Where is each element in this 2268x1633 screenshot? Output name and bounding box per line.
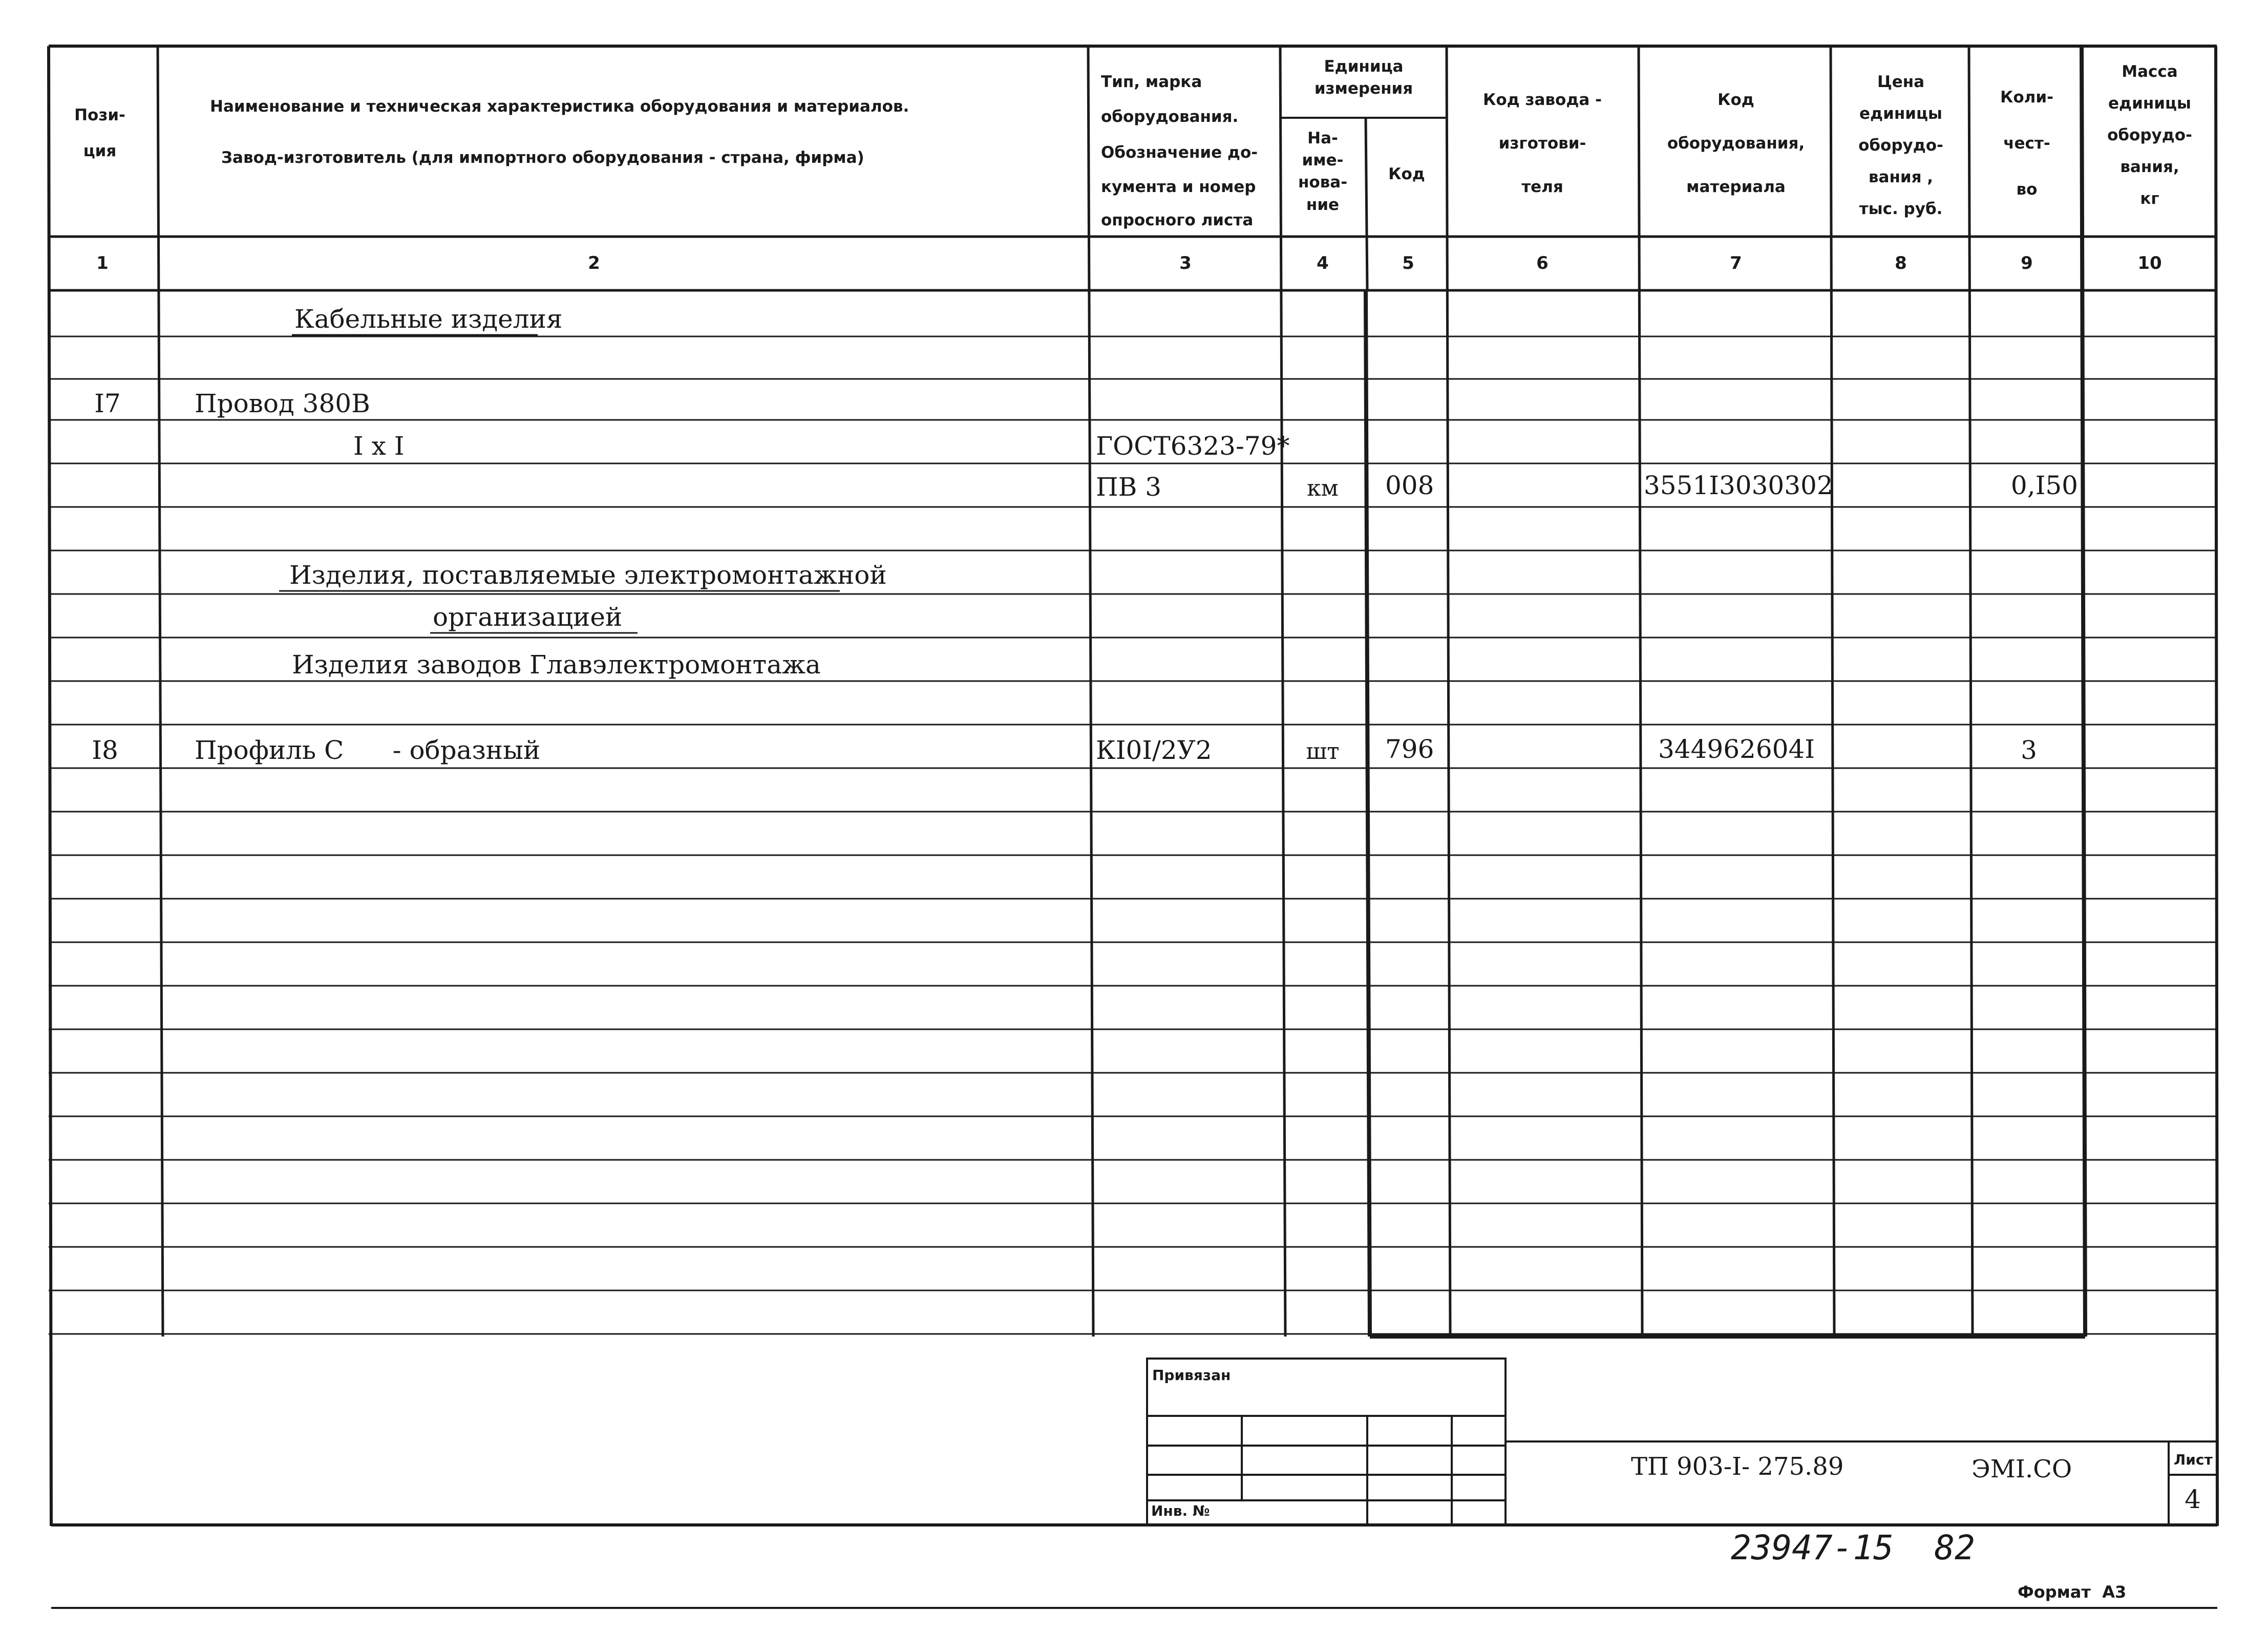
header-text: ция — [83, 142, 117, 160]
table-row — [292, 304, 562, 335]
header-text: кумента и номер — [1101, 178, 1256, 196]
title-block — [1506, 1441, 2217, 1525]
column-header-8 — [1858, 73, 1943, 218]
column-header-5 — [1388, 165, 1425, 183]
header-text: Цена — [1877, 73, 1925, 91]
header-text: во — [2016, 180, 2038, 199]
row-equipment-code: 3551I3030302 — [1644, 471, 1833, 500]
header-text: Единица — [1324, 57, 1404, 76]
row-position: I8 — [92, 735, 118, 765]
document-code: ТП 903-I- 275.89 — [1631, 1452, 1844, 1481]
column-header-4 — [1298, 129, 1347, 214]
inventory-number: 23947-15 82 — [1731, 1528, 1975, 1567]
table-row — [94, 389, 370, 418]
column-number: 4 — [1317, 253, 1329, 273]
header-text: Наименование и техническая характеристика оборудования и материалов. — [210, 97, 909, 116]
column-number: 7 — [1730, 253, 1742, 273]
header-text: единицы — [2108, 94, 2191, 113]
sheet-number: 4 — [2185, 1484, 2201, 1514]
header-text: Код завода - — [1483, 91, 1602, 109]
row-unit-code: 008 — [1385, 471, 1434, 500]
header-text: име- — [1302, 151, 1344, 169]
row-unit: км — [1307, 475, 1339, 501]
column-header-2 — [210, 97, 909, 167]
header-text: нова- — [1298, 173, 1348, 192]
header-text: вания, — [2120, 158, 2179, 176]
column-header-3 — [1101, 73, 1258, 229]
row-name: I х I — [353, 431, 405, 461]
row-quantity: 3 — [2021, 735, 2037, 765]
row-type: ПВ 3 — [1096, 472, 1162, 502]
column-number: 1 — [96, 253, 109, 273]
column-header-9 — [2000, 88, 2053, 199]
column-numbers-row — [96, 253, 2162, 273]
header-text: вания , — [1868, 168, 1934, 186]
header-text: Пози- — [74, 106, 125, 124]
header-text: Масса — [2122, 62, 2178, 81]
table-row — [1096, 471, 2078, 502]
row-type: КI0I/2У2 — [1096, 735, 1212, 765]
header-text: измерения — [1314, 79, 1413, 98]
table-row — [92, 734, 2037, 765]
header-text: Код — [1388, 165, 1425, 183]
header-text: тыс. руб. — [1859, 200, 1943, 218]
header-text: На- — [1307, 129, 1338, 147]
stamp-inventory-label: Инв. № — [1151, 1502, 1210, 1519]
approval-stamp — [1147, 1359, 1506, 1525]
table-row — [430, 602, 638, 633]
header-text: Тип, марка — [1101, 73, 1202, 91]
header-text: кг — [2140, 189, 2159, 208]
row-equipment-code: 344962604I — [1658, 734, 1815, 764]
row-unit: шт — [1306, 738, 1340, 765]
column-header-10 — [2107, 62, 2192, 208]
document-mark: ЭМI.СО — [1972, 1455, 2072, 1483]
row-type: ГОСТ6323-79* — [1096, 431, 1290, 461]
row-unit-code: 796 — [1385, 734, 1434, 764]
column-header-1 — [74, 106, 125, 160]
column-header-unit-group — [1315, 57, 1413, 98]
header-text: материала — [1686, 178, 1786, 196]
table-row — [353, 431, 1289, 461]
column-number: 2 — [588, 253, 600, 273]
row-quantity: 0,I50 — [2010, 471, 2078, 500]
header-text: теля — [1521, 178, 1563, 196]
column-number: 3 — [1179, 253, 1192, 273]
header-text: ние — [1306, 196, 1340, 214]
row-name: Профиль С - образный — [195, 735, 541, 765]
column-number: 9 — [2021, 253, 2033, 273]
header-text: оборудования, — [1667, 134, 1805, 153]
row-name: Изделия, поставляемые электромонтажной — [289, 560, 887, 590]
header-text: единицы — [1859, 104, 1942, 123]
column-header-7 — [1667, 91, 1805, 196]
row-name: Изделия заводов Главэлектромонтажа — [292, 650, 821, 680]
sheet-label: Лист — [2174, 1451, 2213, 1468]
header-text: чест- — [2003, 134, 2050, 153]
header-text: Завод-изготовитель (для импортного оборудования - страна, фирма) — [221, 149, 864, 167]
column-number: 10 — [2137, 253, 2162, 273]
header-text: оборудо- — [1858, 136, 1943, 155]
column-number: 5 — [1402, 253, 1414, 273]
column-header-6 — [1483, 91, 1602, 196]
row-name: Кабельные изделия — [294, 304, 563, 334]
table-row — [279, 560, 887, 591]
row-name: Провод 380В — [195, 389, 370, 418]
stamp-bound-label: Привязан — [1152, 1367, 1231, 1384]
table-row — [292, 650, 821, 680]
column-number: 8 — [1895, 253, 1907, 273]
header-text: Код — [1718, 91, 1754, 109]
header-text: оборудо- — [2107, 126, 2192, 144]
header-text: опросного листа — [1101, 211, 1254, 229]
row-position: I7 — [94, 389, 121, 418]
header-text: Обозначение до- — [1101, 143, 1258, 162]
row-name: организацией — [433, 602, 623, 632]
format-label: Формат А3 — [2018, 1582, 2127, 1602]
column-number: 6 — [1536, 253, 1549, 273]
header-text: оборудования. — [1101, 108, 1239, 126]
header-text: Коли- — [2000, 88, 2053, 107]
header-text: изготови- — [1498, 134, 1586, 153]
